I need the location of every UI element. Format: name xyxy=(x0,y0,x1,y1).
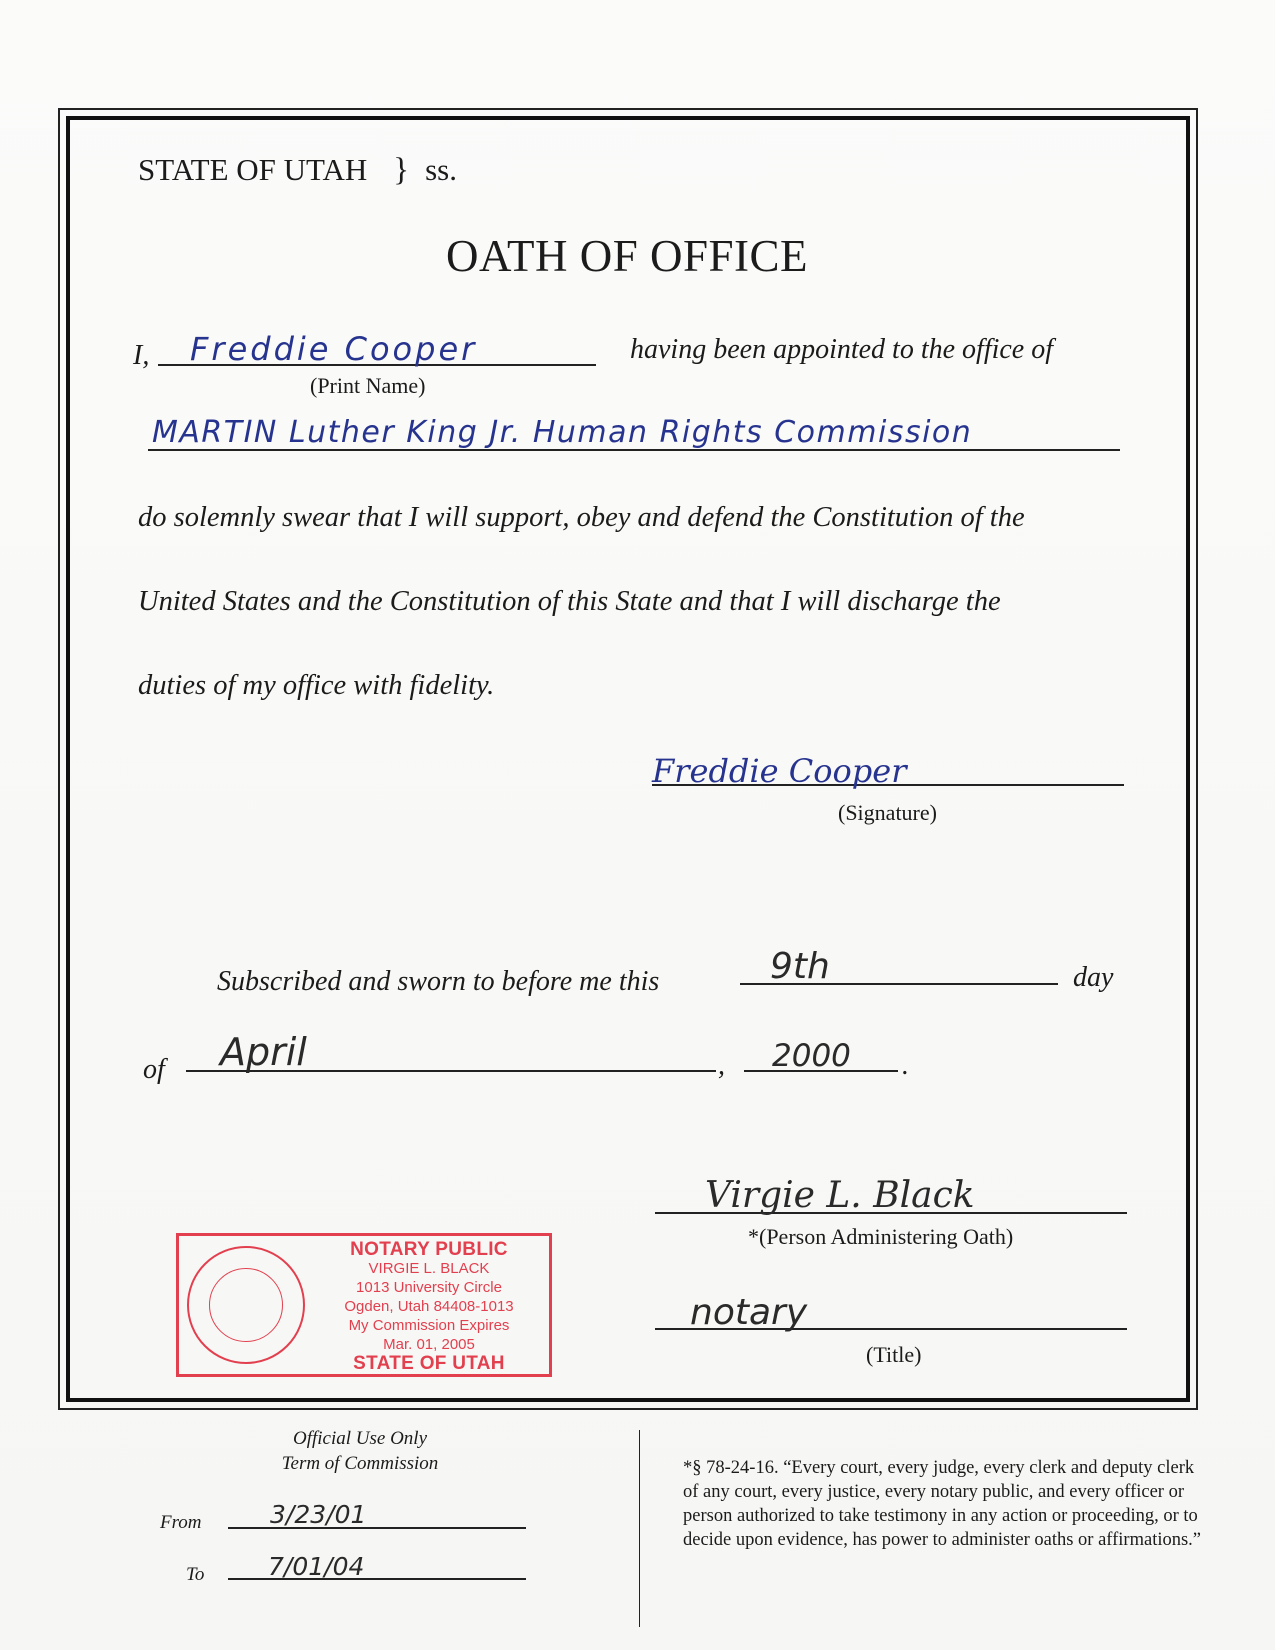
stamp-line-3: 1013 University Circle xyxy=(356,1279,502,1296)
footer-divider xyxy=(639,1430,640,1627)
oath-prefix: I, xyxy=(133,340,150,371)
administrator-caption: *(Person Administering Oath) xyxy=(748,1224,1014,1249)
page-title: OATH OF OFFICE xyxy=(445,231,809,281)
to-value: 7/01/04 xyxy=(268,1552,365,1581)
state-brace: } xyxy=(393,152,410,188)
oath-line-2: United States and the Constitution of this State and that I will discharge the xyxy=(138,586,1001,617)
date-period: . xyxy=(902,1050,909,1081)
stamp-line-4: Ogden, Utah 84408-1013 xyxy=(344,1298,514,1315)
title-handwritten: notary xyxy=(690,1292,808,1333)
from-label: From xyxy=(160,1512,202,1533)
year-handwritten: 2000 xyxy=(772,1038,851,1074)
official-use-heading-2: Term of Commission xyxy=(281,1453,439,1474)
stamp-line-2: VIRGIE L. BLACK xyxy=(368,1260,490,1277)
oath-line-1: do solemnly swear that I will support, obey and defend the Constitution of the xyxy=(138,502,1025,533)
stamp-line-5: My Commission Expires xyxy=(348,1317,510,1334)
official-use-heading-1: Official Use Only xyxy=(292,1428,428,1449)
day-label: day xyxy=(1073,962,1114,993)
date-comma: , xyxy=(718,1050,725,1081)
from-value: 3/23/01 xyxy=(270,1500,367,1529)
appointed-text: having been appointed to the office of xyxy=(630,334,1054,365)
office-handwritten: MARTIN Luther King Jr. Human Rights Commission xyxy=(152,415,973,450)
statute-footnote: *§ 78-24-16. “Every court, every judge, every clerk and deputy clerk of any court, every justice, every notary public, and every officer or person authorized to take testimony in any action or proceeding, or to decide upon evidence, has power to administer oaths or affirmations.” xyxy=(683,1458,1202,1550)
state-ss: ss. xyxy=(425,152,457,187)
administrator-signature: Virgie L. Black xyxy=(705,1175,975,1216)
state-seal-icon xyxy=(187,1246,305,1364)
stamp-text xyxy=(309,1240,549,1373)
stamp-line-7: STATE OF UTAH xyxy=(353,1353,505,1374)
signature-caption: (Signature) xyxy=(838,800,937,825)
stamp-line-6: Mar. 01, 2005 xyxy=(383,1336,475,1353)
oath-line-3: duties of my office with fidelity. xyxy=(138,670,495,701)
official-use-heading xyxy=(280,1426,440,1476)
month-handwritten: April xyxy=(220,1030,307,1074)
of-label: of xyxy=(143,1054,165,1085)
title-caption: (Title) xyxy=(866,1342,922,1367)
to-label: To xyxy=(186,1564,205,1585)
stamp-line-1: NOTARY PUBLIC xyxy=(350,1239,508,1260)
print-name-caption: (Print Name) xyxy=(310,373,426,398)
state-caption xyxy=(138,152,457,189)
state-name: STATE OF UTAH xyxy=(138,152,368,187)
day-handwritten: 9th xyxy=(770,946,830,987)
signature-handwritten: Freddie Cooper xyxy=(652,752,907,790)
sworn-text: Subscribed and sworn to before me this xyxy=(217,966,660,997)
inner-border xyxy=(66,116,1190,1402)
notary-stamp xyxy=(176,1233,552,1377)
seal-inner-ring xyxy=(209,1268,283,1342)
print-name-handwritten: Freddie Cooper xyxy=(190,330,478,368)
